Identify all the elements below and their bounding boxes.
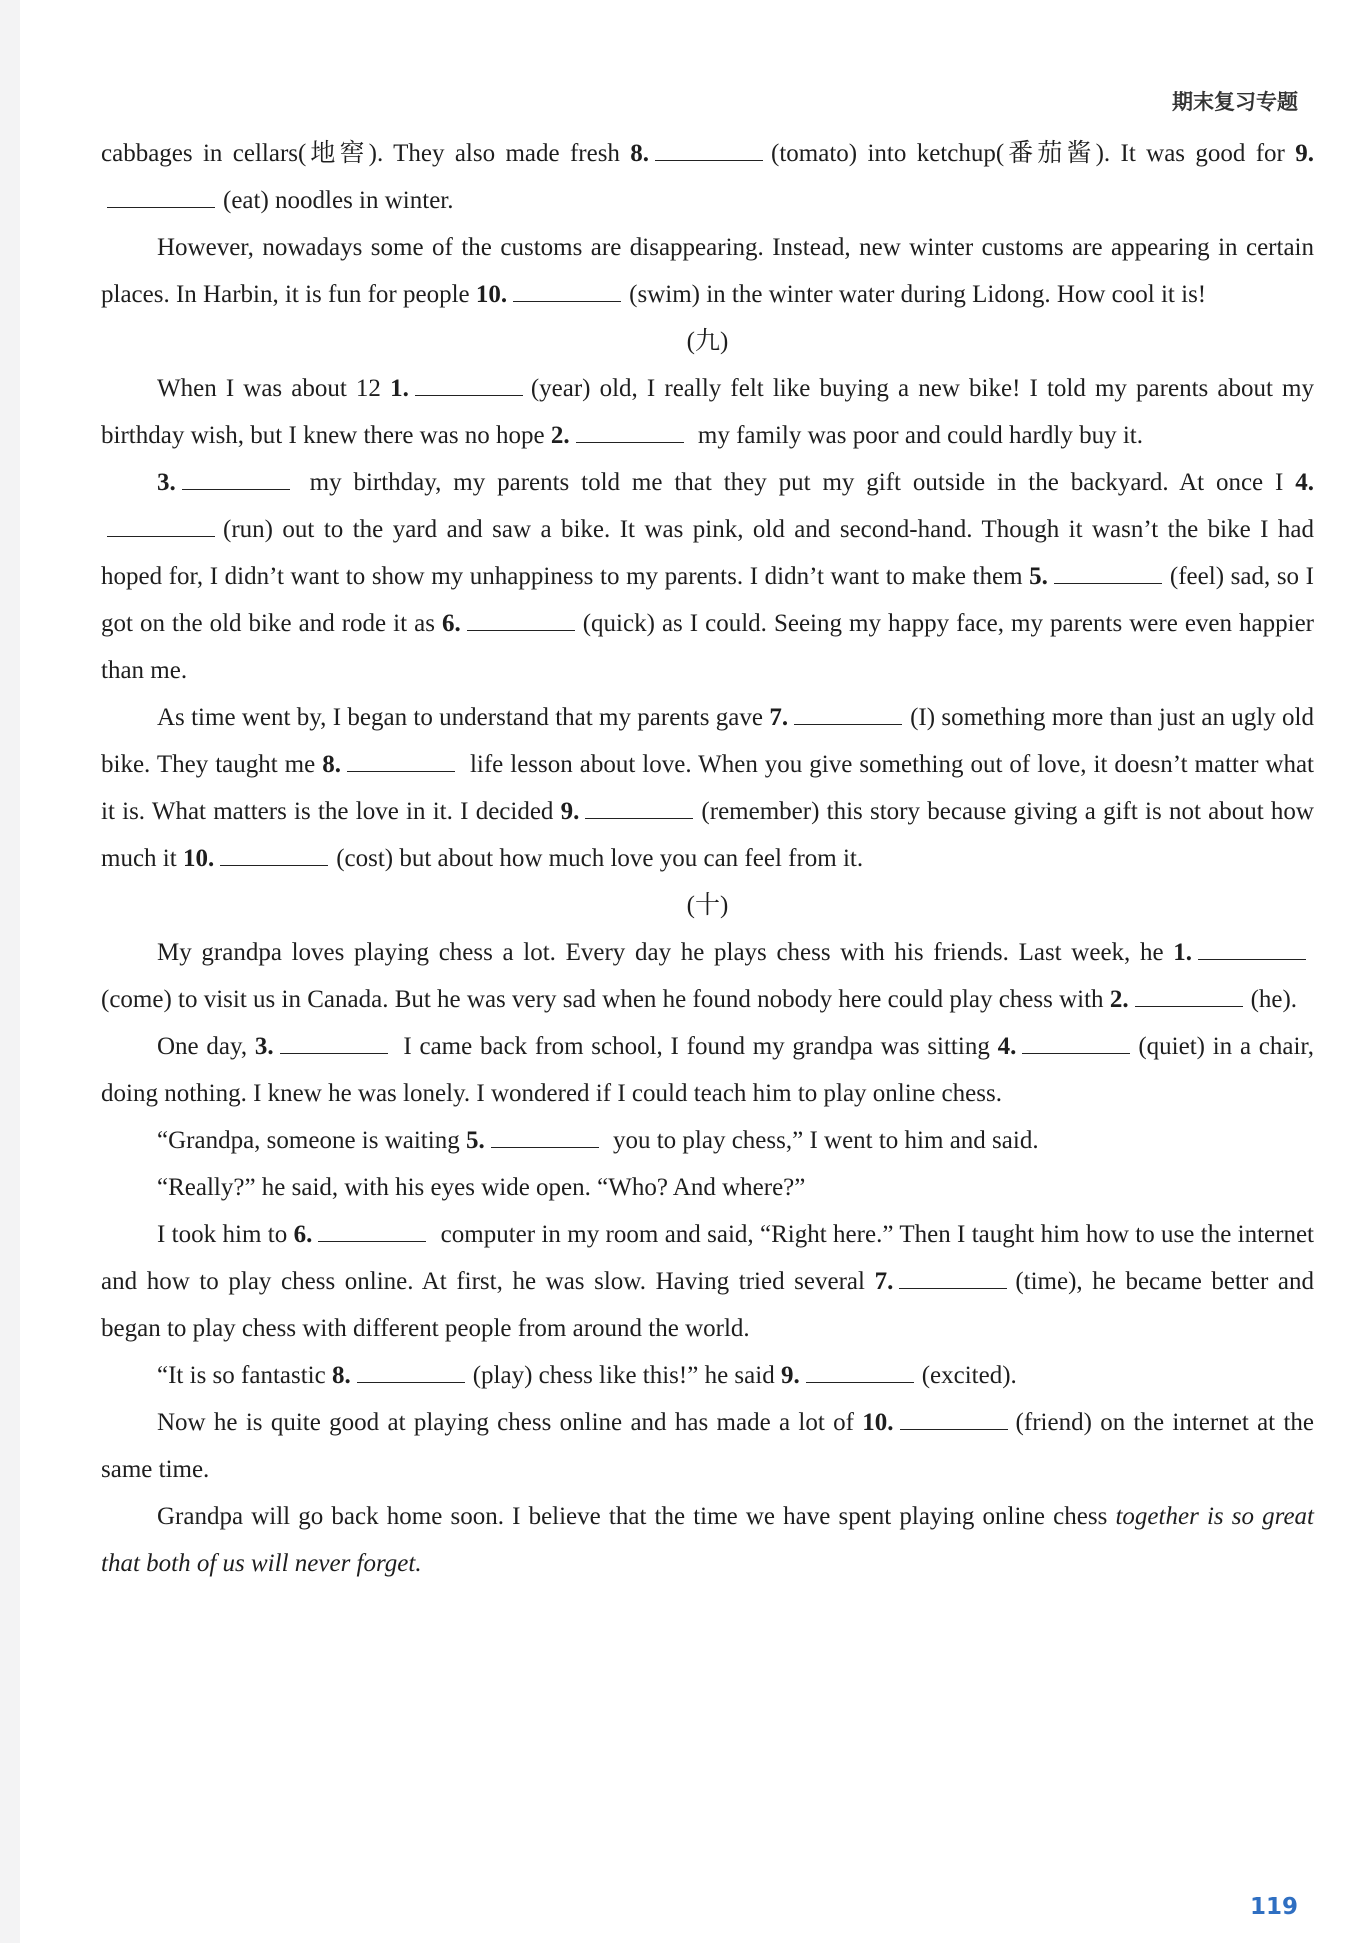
question-number: 4. bbox=[1295, 469, 1314, 496]
question-number: 2. bbox=[1109, 986, 1129, 1013]
text: When I was about 12 bbox=[157, 375, 391, 402]
question-number: 10. bbox=[475, 281, 508, 308]
answer-blank[interactable] bbox=[1022, 1033, 1130, 1054]
text: (I) something more than just an ugly old bike. They taught me bbox=[101, 704, 1314, 778]
text: computer in my room and said, “Right here.” Then I taught him how to use the internet and how to play chess online. At first, he was slow. Having tried several bbox=[101, 1221, 1315, 1295]
answer-blank[interactable] bbox=[107, 516, 215, 537]
question-number: 6. bbox=[293, 1221, 313, 1248]
text: (play) chess like this!” he said bbox=[472, 1362, 781, 1389]
paragraph bbox=[101, 459, 1314, 694]
text: (quiet) in a chair, doing nothing. I knew he was lonely. I wondered if I could teach him to play online chess. bbox=[101, 1033, 1315, 1107]
text: my family was poor and could hardly buy it. bbox=[691, 422, 1143, 449]
answer-blank[interactable] bbox=[513, 281, 621, 302]
section-title: (十) bbox=[686, 892, 729, 919]
question-number: 1. bbox=[390, 375, 409, 402]
paragraph bbox=[101, 1399, 1314, 1493]
answer-blank[interactable] bbox=[794, 704, 902, 725]
text: (come) to visit us in Canada. But he was very sad when he found nobody here could play chess with bbox=[101, 986, 1110, 1013]
question-number: 6. bbox=[441, 610, 461, 637]
answer-blank[interactable] bbox=[576, 422, 684, 443]
text: (he). bbox=[1250, 986, 1298, 1013]
section-title: (九) bbox=[686, 328, 729, 355]
question-number: 3. bbox=[254, 1033, 274, 1060]
text: cabbages in cellars(地窖). They also made fresh bbox=[101, 140, 631, 167]
text: (swim) in the winter water during Lidong. How cool it is! bbox=[629, 281, 1207, 308]
text: My grandpa loves playing chess a lot. Every day he plays chess with his friends. Last week, he bbox=[157, 939, 1174, 966]
workbook-page bbox=[20, 0, 1350, 1943]
text: One day, bbox=[157, 1033, 255, 1060]
question-number: 8. bbox=[630, 140, 650, 167]
text: As time went by, I began to understand that my parents gave bbox=[157, 704, 770, 731]
text: However, nowadays some of the customs are disappearing. Instead, new winter customs are appearing in certain places. In Harbin, it is fun for people bbox=[101, 234, 1314, 308]
question-number: 2. bbox=[550, 422, 570, 449]
paragraph bbox=[101, 1117, 1314, 1164]
answer-blank[interactable] bbox=[1054, 563, 1162, 584]
paragraph bbox=[101, 1023, 1314, 1117]
text: (tomato) into ketchup(番茄酱). It was good for bbox=[771, 140, 1296, 167]
question-number: 5. bbox=[465, 1127, 485, 1154]
answer-blank[interactable] bbox=[415, 375, 523, 396]
answer-blank[interactable] bbox=[182, 469, 290, 490]
paragraph bbox=[101, 1352, 1314, 1399]
answer-blank[interactable] bbox=[491, 1127, 599, 1148]
text: (remember) this story because giving a gift is not about how much it bbox=[101, 798, 1314, 872]
text: (year) old, I really felt like buying a new bike! I told my parents about my birthday wish, but I knew there was no hope bbox=[101, 375, 1314, 449]
question-number: 9. bbox=[780, 1362, 800, 1389]
text: I came back from school, I found my grandpa was sitting bbox=[395, 1033, 998, 1060]
text: Now he is quite good at playing chess online and has made a lot of bbox=[157, 1409, 863, 1436]
answer-blank[interactable] bbox=[107, 187, 215, 208]
question-number: 8. bbox=[322, 751, 341, 778]
answer-blank[interactable] bbox=[220, 845, 328, 866]
question-number: 9. bbox=[560, 798, 580, 825]
question-number: 8. bbox=[331, 1362, 351, 1389]
question-number: 3. bbox=[157, 469, 176, 496]
text: “It is so fantastic bbox=[157, 1362, 332, 1389]
question-number: 1. bbox=[1173, 939, 1192, 966]
answer-blank[interactable] bbox=[347, 751, 455, 772]
paragraph bbox=[101, 1493, 1314, 1587]
paragraph bbox=[101, 694, 1314, 882]
paragraph: “Really?” he said, with his eyes wide open. “Who? And where?” bbox=[157, 1174, 806, 1201]
text: Grandpa will go back home soon. I believe that the time we have spent playing online chess bbox=[157, 1503, 1116, 1530]
text: (quick) as I could. Seeing my happy face, my parents were even happier than me. bbox=[101, 610, 1314, 684]
text: life lesson about love. When you give something out of love, it doesn’t matter what it is. What matters is the love in it. I decided bbox=[101, 751, 1314, 825]
text: my birthday, my parents told me that they put my gift outside in the backyard. At once I bbox=[297, 469, 1296, 496]
question-number: 7. bbox=[874, 1268, 894, 1295]
question-number: 5. bbox=[1029, 563, 1048, 590]
paragraph bbox=[101, 130, 1314, 224]
page-number: 119 bbox=[1249, 1894, 1298, 1920]
answer-blank[interactable] bbox=[318, 1221, 426, 1242]
answer-blank[interactable] bbox=[357, 1362, 465, 1383]
text: together is so great that both of us will never forget. bbox=[101, 1503, 1315, 1577]
answer-blank[interactable] bbox=[467, 610, 575, 631]
question-number: 9. bbox=[1295, 140, 1314, 167]
text: (eat) noodles in winter. bbox=[223, 187, 454, 214]
text: (excited). bbox=[921, 1362, 1017, 1389]
text: (cost) but about how much love you can feel from it. bbox=[336, 845, 864, 872]
text: you to play chess,” I went to him and said. bbox=[606, 1127, 1039, 1154]
paragraph bbox=[101, 365, 1314, 459]
question-number: 4. bbox=[997, 1033, 1017, 1060]
answer-blank[interactable] bbox=[900, 1409, 1008, 1430]
text: (run) out to the yard and saw a bike. It was pink, old and second-hand. Though it wasn’t the bike I had hoped for, I didn’t want to show my unhappiness to my parents. I didn’t want to make them bbox=[101, 516, 1314, 590]
paragraph bbox=[101, 929, 1314, 1023]
text: (friend) on the internet at the same time. bbox=[101, 1409, 1314, 1483]
answer-blank[interactable] bbox=[806, 1362, 914, 1383]
paragraph bbox=[101, 224, 1314, 318]
text: (feel) sad, so I got on the old bike and rode it as bbox=[101, 563, 1315, 637]
answer-blank[interactable] bbox=[280, 1033, 388, 1054]
answer-blank[interactable] bbox=[585, 798, 693, 819]
text: I took him to bbox=[157, 1221, 294, 1248]
text: “Grandpa, someone is waiting bbox=[157, 1127, 466, 1154]
page-header-title: 期末复习专题 bbox=[1172, 90, 1298, 114]
question-number: 7. bbox=[769, 704, 789, 731]
text: (time), he became better and began to play chess with different people from around the world. bbox=[101, 1268, 1314, 1342]
paragraph bbox=[101, 1211, 1314, 1352]
answer-blank[interactable] bbox=[1198, 939, 1306, 960]
question-number: 10. bbox=[182, 845, 215, 872]
question-number: 10. bbox=[862, 1409, 894, 1436]
exercise-content bbox=[101, 130, 1314, 1587]
answer-blank[interactable] bbox=[1135, 986, 1243, 1007]
answer-blank[interactable] bbox=[655, 140, 763, 161]
answer-blank[interactable] bbox=[899, 1268, 1007, 1289]
